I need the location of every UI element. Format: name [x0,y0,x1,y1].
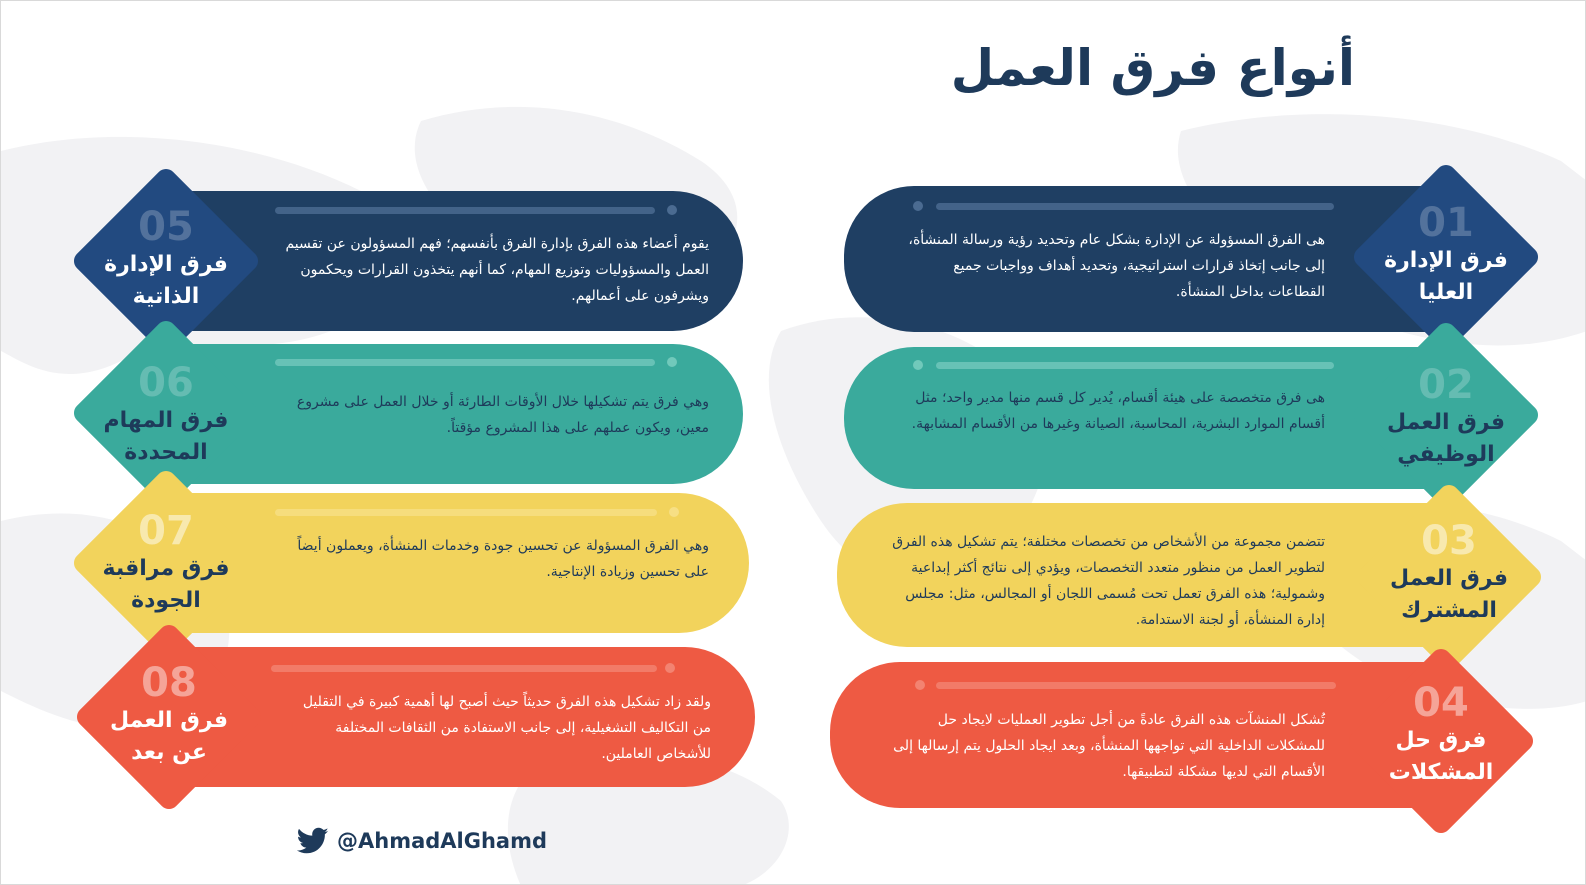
banner-decoration-line [275,207,655,214]
team-name: فرق حل المشكلات [1388,728,1494,785]
banner-decoration-dot [915,680,925,690]
banner-decoration-line [936,362,1334,369]
team-description: تتضمن مجموعة من الأشخاص من تخصصات مختلفة؛ يتم تشكيل هذه الفرق لتطوير العمل من منظور متعدد التخصصات، ويؤدي إلى نتائج أكثر إبداعية وشمولية؛ هذه الفرق تعمل تحت مُسمى اللجان أو المجالس، مثل: مجلس إدارة المنشأة، أو لجنة الاستدامة. [892,534,1325,628]
team-description: ولقد زاد تشكيل هذه الفرق حديثاً حيث أصبح لها أهمية كبيرة في التقليل من التكاليف التشغيلية، إلى جانب الاستفادة من الثقافات المختلفة للأشخاص العاملين. [302,694,711,762]
banner-decoration-dot [667,205,677,215]
team-number: 05 [138,204,194,250]
banner-decoration-line [271,665,657,672]
team-name: فرق الإدارة العليا [1384,248,1508,305]
team-number: 07 [138,508,194,554]
page-title: أنواع فرق العمل [950,39,1355,97]
team-name: فرق العمل المشترك [1389,566,1509,623]
team-description: وهي الفرق المسؤولة عن تحسين جودة وخدمات المنشأة، ويعملون أيضاً على تحسين وزيادة الإنتاجية. [297,538,709,580]
team-number: 04 [1413,680,1469,726]
team-description: تُشكل المنشآت هذه الفرق عادةً من أجل تطوير العمليات لايجاد حل للمشكلات الداخلية التي تواجهها المنشأة، وبعد ايجاد الحلول يتم إرسالها إلى الأقسام التي لديها مشكلة لتطبيقها. [893,712,1325,780]
banner-decoration-dot [669,507,679,517]
team-number: 08 [141,660,197,706]
banner-decoration-dot [913,360,923,370]
team-badge [66,205,266,313]
team-description: يقوم أعضاء هذه الفرق بإدارة الفرق بأنفسهم؛ فهم المسؤولون عن تقسيم العمل والمسؤوليات وتوزيع المهام، كما أنهم يتخذون القرارات ويحكمون ويشرفون على أعمالهم. [285,236,709,304]
team-number: 06 [138,360,194,406]
team-badge [66,361,266,469]
banner-decoration-line [275,509,657,516]
twitter-icon [297,827,329,855]
team-name: فرق المهام المحددة [103,408,229,465]
team-badge [66,509,266,617]
banner-decoration-line [936,203,1334,210]
banner-decoration-line [275,359,655,366]
team-number: 03 [1421,518,1477,564]
team-name: فرق مراقبة الجودة [102,556,230,613]
banner-decoration-dot [913,201,923,211]
banner-decoration-dot [667,357,677,367]
team-badge [1349,519,1549,627]
twitter-handle[interactable]: @AhmadAlGhamd [337,829,548,853]
team-badge [69,661,269,769]
team-name: فرق الإدارة الذاتية [104,252,228,309]
banner-decoration-line [936,682,1336,689]
team-number: 01 [1418,200,1474,246]
team-badge [1346,201,1546,309]
team-name: فرق العمل الوظيفي [1386,410,1506,467]
twitter-credit[interactable] [297,827,547,855]
team-name: فرق العمل عن بعد [109,708,229,765]
team-badge [1346,363,1546,471]
team-description: هى فرق متخصصة على هيئة أقسام، يُدير كل قسم منها مدير واحد؛ مثل أقسام الموارد البشرية، المحاسبة، الصيانة وغيرها من الأقسام المشابهة. [911,390,1325,432]
team-number: 02 [1418,362,1474,408]
team-badge [1341,681,1541,789]
banner-decoration-dot [665,663,675,673]
team-description: وهي فرق يتم تشكيلها خلال الأوقات الطارئة أو خلال العمل على مشروع معين، ويكون عملهم على هذا المشروع مؤقتاً. [296,394,709,436]
team-description: هى الفرق المسؤولة عن الإدارة بشكل عام وتحديد رؤية ورسالة المنشأة، إلى جانب إتخاذ قرارات استراتيجية، وتحديد أهداف وواجبات جميع القطاعات بداخل المنشأة. [908,232,1325,300]
